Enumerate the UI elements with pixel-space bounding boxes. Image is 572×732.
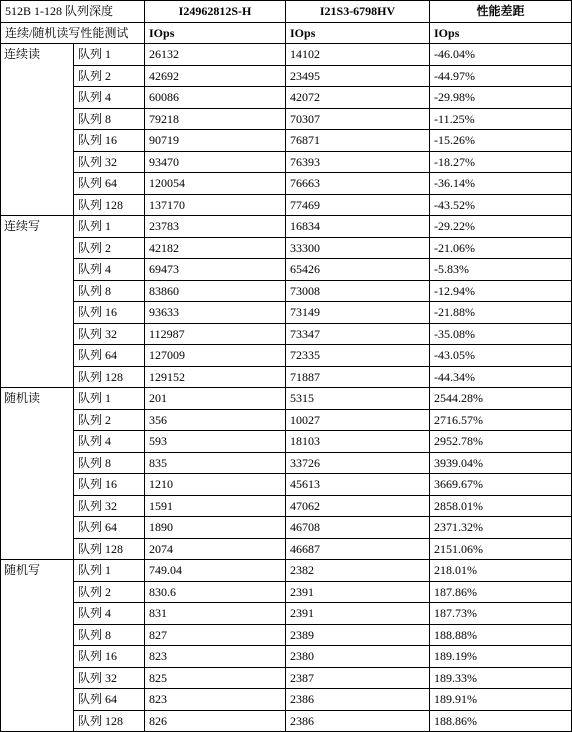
queue-depth-cell: 队列 32 — [74, 323, 145, 345]
table-row — [1, 560, 572, 582]
queue-depth-cell: 队列 2 — [74, 237, 145, 259]
queue-depth-cell: 队列 32 — [74, 495, 145, 517]
unit-col-diff: IOps — [430, 22, 572, 44]
value-b-cell: 23495 — [286, 65, 430, 87]
value-a-cell: 1890 — [145, 517, 286, 539]
table-row — [1, 194, 572, 216]
diff-cell: -5.83% — [430, 259, 572, 281]
table-row — [1, 44, 572, 66]
value-b-cell: 2380 — [286, 646, 430, 668]
diff-cell: 187.86% — [430, 581, 572, 603]
table-row — [1, 646, 572, 668]
value-a-cell: 69473 — [145, 259, 286, 281]
diff-cell: -21.06% — [430, 237, 572, 259]
diff-cell: 2371.32% — [430, 517, 572, 539]
table-row — [1, 345, 572, 367]
value-b-cell: 2387 — [286, 667, 430, 689]
diff-cell: 2544.28% — [430, 388, 572, 410]
queue-depth-cell: 队列 1 — [74, 44, 145, 66]
header-col-b: I21S3-6798HV — [286, 1, 430, 23]
value-a-cell: 137170 — [145, 194, 286, 216]
queue-depth-cell: 队列 8 — [74, 624, 145, 646]
value-a-cell: 827 — [145, 624, 286, 646]
diff-cell: -12.94% — [430, 280, 572, 302]
diff-cell: 187.73% — [430, 603, 572, 625]
value-a-cell: 823 — [145, 689, 286, 711]
queue-depth-cell: 队列 16 — [74, 474, 145, 496]
table-row — [1, 581, 572, 603]
table-row — [1, 689, 572, 711]
value-b-cell: 73149 — [286, 302, 430, 324]
value-b-cell: 10027 — [286, 409, 430, 431]
table-row — [1, 302, 572, 324]
diff-cell: -44.97% — [430, 65, 572, 87]
table-row — [1, 538, 572, 560]
value-a-cell: 127009 — [145, 345, 286, 367]
group-label: 随机写 — [1, 560, 74, 732]
queue-depth-cell: 队列 64 — [74, 517, 145, 539]
value-b-cell: 5315 — [286, 388, 430, 410]
queue-depth-cell: 队列 1 — [74, 560, 145, 582]
table-row — [1, 452, 572, 474]
diff-cell: -21.88% — [430, 302, 572, 324]
value-b-cell: 2391 — [286, 581, 430, 603]
diff-cell: 3669.67% — [430, 474, 572, 496]
diff-cell: 2151.06% — [430, 538, 572, 560]
queue-depth-cell: 队列 32 — [74, 667, 145, 689]
value-a-cell: 60086 — [145, 87, 286, 109]
value-b-cell: 76663 — [286, 173, 430, 195]
value-b-cell: 65426 — [286, 259, 430, 281]
value-b-cell: 16834 — [286, 216, 430, 238]
value-a-cell: 1591 — [145, 495, 286, 517]
diff-cell: 188.88% — [430, 624, 572, 646]
table-row — [1, 710, 572, 732]
queue-depth-cell: 队列 16 — [74, 646, 145, 668]
value-a-cell: 835 — [145, 452, 286, 474]
diff-cell: -18.27% — [430, 151, 572, 173]
group-label: 连续写 — [1, 216, 74, 388]
value-b-cell: 71887 — [286, 366, 430, 388]
unit-col-b: IOps — [286, 22, 430, 44]
value-a-cell: 1210 — [145, 474, 286, 496]
diff-cell: -46.04% — [430, 44, 572, 66]
table-row — [1, 431, 572, 453]
queue-depth-cell: 队列 2 — [74, 581, 145, 603]
value-b-cell: 2386 — [286, 710, 430, 732]
value-b-cell: 2386 — [286, 689, 430, 711]
value-a-cell: 120054 — [145, 173, 286, 195]
header-col-a: I24962812S-H — [145, 1, 286, 23]
diff-cell: 2952.78% — [430, 431, 572, 453]
value-a-cell: 826 — [145, 710, 286, 732]
queue-depth-cell: 队列 128 — [74, 194, 145, 216]
table-row — [1, 173, 572, 195]
diff-cell: -11.25% — [430, 108, 572, 130]
value-b-cell: 76393 — [286, 151, 430, 173]
diff-cell: 2858.01% — [430, 495, 572, 517]
diff-cell: -29.22% — [430, 216, 572, 238]
value-a-cell: 83860 — [145, 280, 286, 302]
queue-depth-cell: 队列 4 — [74, 259, 145, 281]
diff-cell: 188.86% — [430, 710, 572, 732]
diff-cell: -15.26% — [430, 130, 572, 152]
value-a-cell: 112987 — [145, 323, 286, 345]
table-row — [1, 151, 572, 173]
value-b-cell: 2391 — [286, 603, 430, 625]
value-b-cell: 2389 — [286, 624, 430, 646]
diff-cell: -44.34% — [430, 366, 572, 388]
header-row-2 — [1, 22, 572, 44]
queue-depth-cell: 队列 1 — [74, 216, 145, 238]
value-a-cell: 42182 — [145, 237, 286, 259]
queue-depth-cell: 队列 8 — [74, 452, 145, 474]
group-label: 随机读 — [1, 388, 74, 560]
queue-depth-cell: 队列 1 — [74, 388, 145, 410]
value-b-cell: 70307 — [286, 108, 430, 130]
value-b-cell: 45613 — [286, 474, 430, 496]
table-row — [1, 323, 572, 345]
queue-depth-cell: 队列 128 — [74, 710, 145, 732]
diff-cell: 3939.04% — [430, 452, 572, 474]
queue-depth-cell: 队列 4 — [74, 603, 145, 625]
queue-depth-cell: 队列 64 — [74, 173, 145, 195]
table-row — [1, 388, 572, 410]
table-header — [1, 1, 572, 44]
table-row — [1, 624, 572, 646]
header-test-type: 连续/随机读写性能测试 — [1, 22, 145, 44]
value-b-cell: 42072 — [286, 87, 430, 109]
value-a-cell: 26132 — [145, 44, 286, 66]
diff-cell: -35.08% — [430, 323, 572, 345]
table-body — [1, 44, 572, 732]
value-b-cell: 46687 — [286, 538, 430, 560]
diff-cell: 2716.57% — [430, 409, 572, 431]
value-b-cell: 46708 — [286, 517, 430, 539]
table-row — [1, 603, 572, 625]
table-row — [1, 237, 572, 259]
queue-depth-cell: 队列 4 — [74, 431, 145, 453]
header-queue-depth: 512B 1-128 队列深度 — [1, 1, 145, 23]
diff-cell: 189.33% — [430, 667, 572, 689]
table-row — [1, 517, 572, 539]
diff-cell: -43.05% — [430, 345, 572, 367]
group-label: 连续读 — [1, 44, 74, 216]
value-b-cell: 72335 — [286, 345, 430, 367]
value-a-cell: 201 — [145, 388, 286, 410]
table-row — [1, 409, 572, 431]
queue-depth-cell: 队列 2 — [74, 65, 145, 87]
value-a-cell: 79218 — [145, 108, 286, 130]
value-a-cell: 2074 — [145, 538, 286, 560]
diff-cell: 189.91% — [430, 689, 572, 711]
header-col-diff: 性能差距 — [430, 1, 572, 23]
unit-col-a: IOps — [145, 22, 286, 44]
diff-cell: -36.14% — [430, 173, 572, 195]
value-b-cell: 33300 — [286, 237, 430, 259]
table-row — [1, 259, 572, 281]
table-row — [1, 280, 572, 302]
value-a-cell: 830.6 — [145, 581, 286, 603]
value-a-cell: 356 — [145, 409, 286, 431]
value-b-cell: 18103 — [286, 431, 430, 453]
queue-depth-cell: 队列 64 — [74, 345, 145, 367]
table-row — [1, 216, 572, 238]
diff-cell: 218.01% — [430, 560, 572, 582]
value-b-cell: 73347 — [286, 323, 430, 345]
queue-depth-cell: 队列 128 — [74, 366, 145, 388]
value-a-cell: 129152 — [145, 366, 286, 388]
queue-depth-cell: 队列 64 — [74, 689, 145, 711]
value-a-cell: 93633 — [145, 302, 286, 324]
table-row — [1, 474, 572, 496]
value-b-cell: 2382 — [286, 560, 430, 582]
table-row — [1, 495, 572, 517]
value-a-cell: 90719 — [145, 130, 286, 152]
table-row — [1, 65, 572, 87]
queue-depth-cell: 队列 32 — [74, 151, 145, 173]
queue-depth-cell: 队列 8 — [74, 280, 145, 302]
value-b-cell: 73008 — [286, 280, 430, 302]
queue-depth-cell: 队列 16 — [74, 130, 145, 152]
queue-depth-cell: 队列 16 — [74, 302, 145, 324]
table-row — [1, 108, 572, 130]
value-b-cell: 33726 — [286, 452, 430, 474]
header-row-1 — [1, 1, 572, 23]
value-a-cell: 831 — [145, 603, 286, 625]
value-a-cell: 593 — [145, 431, 286, 453]
table-row — [1, 130, 572, 152]
value-a-cell: 93470 — [145, 151, 286, 173]
queue-depth-cell: 队列 2 — [74, 409, 145, 431]
diff-cell: 189.19% — [430, 646, 572, 668]
table-row — [1, 667, 572, 689]
value-a-cell: 825 — [145, 667, 286, 689]
value-b-cell: 77469 — [286, 194, 430, 216]
value-a-cell: 42692 — [145, 65, 286, 87]
value-a-cell: 23783 — [145, 216, 286, 238]
diff-cell: -43.52% — [430, 194, 572, 216]
diff-cell: -29.98% — [430, 87, 572, 109]
value-a-cell: 749.04 — [145, 560, 286, 582]
value-a-cell: 823 — [145, 646, 286, 668]
table-row — [1, 366, 572, 388]
value-b-cell: 76871 — [286, 130, 430, 152]
table-row — [1, 87, 572, 109]
value-b-cell: 14102 — [286, 44, 430, 66]
queue-depth-cell: 队列 128 — [74, 538, 145, 560]
queue-depth-cell: 队列 8 — [74, 108, 145, 130]
queue-depth-cell: 队列 4 — [74, 87, 145, 109]
value-b-cell: 47062 — [286, 495, 430, 517]
